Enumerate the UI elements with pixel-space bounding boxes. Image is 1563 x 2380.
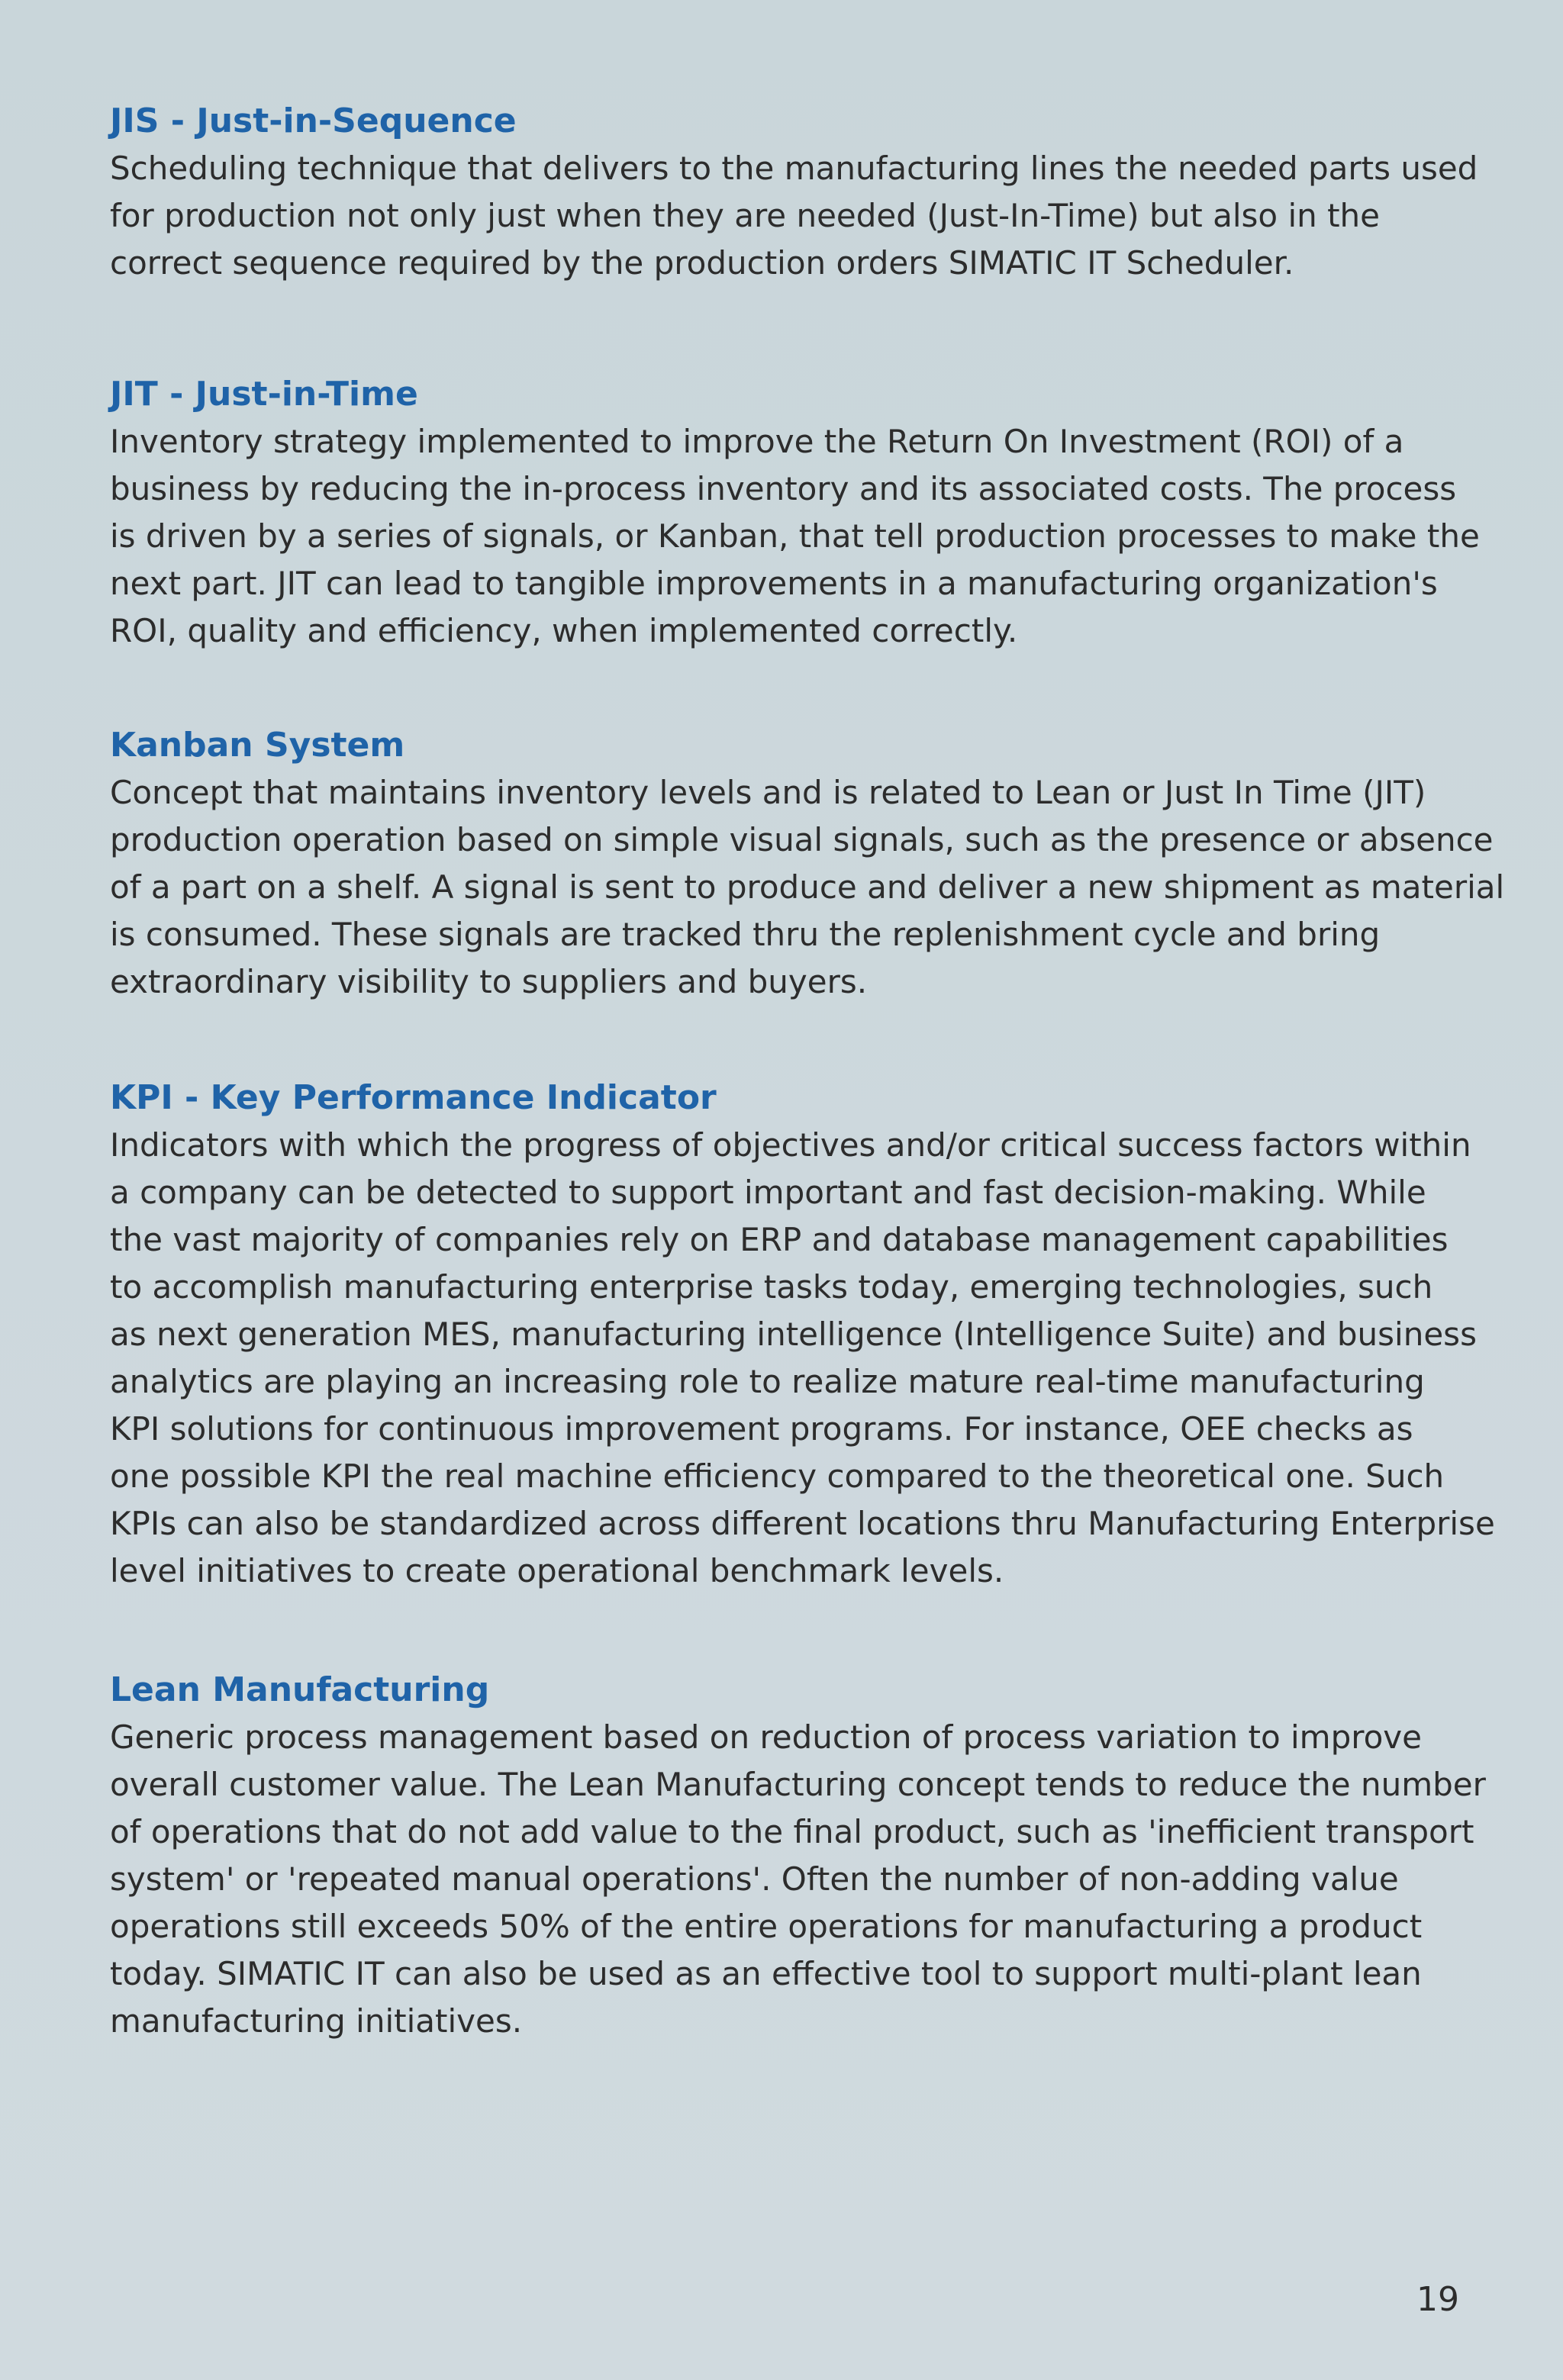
entry-definition-line: system' or 'repeated manual operations'. Often the number of non-adding value <box>110 1860 1399 1898</box>
entry-definition-line: overall customer value. The Lean Manufacturing concept tends to reduce the number <box>110 1766 1486 1803</box>
entry-term: JIT - Just-in-Time <box>110 375 418 414</box>
glossary-entry-jis <box>110 98 1476 287</box>
entry-definition-line: manufacturing initiatives. <box>110 2002 523 2040</box>
glossary-entry-lean <box>110 1667 1486 2045</box>
entry-definition-line: Indicators with which the progress of objectives and/or critical success factors within <box>110 1126 1471 1164</box>
entry-term: JIS - Just-in-Sequence <box>110 101 517 140</box>
entry-definition-line: is driven by a series of signals, or Kanban, that tell production processes to make the <box>110 517 1480 555</box>
entry-definition-line: is consumed. These signals are tracked thru the replenishment cycle and bring <box>110 916 1381 953</box>
entry-definition-line: level initiatives to create operational benchmark levels. <box>110 1552 1004 1589</box>
entry-definition-line: as next generation MES, manufacturing intelligence (Intelligence Suite) and business <box>110 1316 1477 1353</box>
entry-definition-line: next part. JIT can lead to tangible improvements in a manufacturing organization's <box>110 565 1438 602</box>
entry-definition-line: correct sequence required by the production orders SIMATIC IT Scheduler. <box>110 244 1294 282</box>
entry-definition-line: of operations that do not add value to the final product, such as 'inefficient transport <box>110 1813 1474 1850</box>
entry-definition-line: Concept that maintains inventory levels and is related to Lean or Just In Time (JIT) <box>110 774 1426 811</box>
glossary-entry-jit <box>110 371 1480 655</box>
entry-definition-line: Scheduling technique that delivers to the manufacturing lines the needed parts used <box>110 150 1478 187</box>
entry-definition-line: one possible KPI the real machine efficiency compared to the theoretical one. Such <box>110 1457 1445 1495</box>
entry-term: Lean Manufacturing <box>110 1670 490 1709</box>
glossary-entry-kpi <box>110 1074 1495 1595</box>
entry-term: KPI - Key Performance Indicator <box>110 1078 717 1117</box>
entry-definition-line: KPI solutions for continuous improvement programs. For instance, OEE checks as <box>110 1410 1413 1448</box>
entry-definition-line: a company can be detected to support important and fast decision-making. While <box>110 1174 1426 1211</box>
entry-term: Kanban System <box>110 726 405 765</box>
entry-definition-line: to accomplish manufacturing enterprise tasks today, emerging technologies, such <box>110 1268 1433 1306</box>
entry-definition-line: the vast majority of companies rely on ERP and database management capabilities <box>110 1221 1449 1258</box>
entry-definition-line: extraordinary visibility to suppliers and buyers. <box>110 963 868 1000</box>
glossary-entry-kanban <box>110 722 1505 1006</box>
entry-definition-line: today. SIMATIC IT can also be used as an effective tool to support multi-plant lean <box>110 1955 1422 1992</box>
entry-definition-line: production operation based on simple visual signals, such as the presence or absence <box>110 821 1494 858</box>
entry-definition-line: Inventory strategy implemented to improve the Return On Investment (ROI) of a <box>110 423 1404 460</box>
entry-definition-line: for production not only just when they are needed (Just-In-Time) but also in the <box>110 197 1381 234</box>
entry-definition-line: business by reducing the in-process inventory and its associated costs. The process <box>110 470 1457 507</box>
entry-definition-line: KPIs can also be standardized across different locations thru Manufacturing Enterprise <box>110 1505 1495 1542</box>
entry-definition-line: ROI, quality and efficiency, when implemented correctly. <box>110 612 1018 649</box>
page-number: 19 <box>1416 2280 1459 2319</box>
entry-definition-line: operations still exceeds 50% of the entire operations for manufacturing a product <box>110 1908 1423 1945</box>
entry-definition-line: analytics are playing an increasing role to realize mature real-time manufacturing <box>110 1363 1425 1400</box>
entry-definition-line: of a part on a shelf. A signal is sent to produce and deliver a new shipment as material <box>110 868 1505 906</box>
entry-definition-line: Generic process management based on reduction of process variation to improve <box>110 1718 1422 1756</box>
